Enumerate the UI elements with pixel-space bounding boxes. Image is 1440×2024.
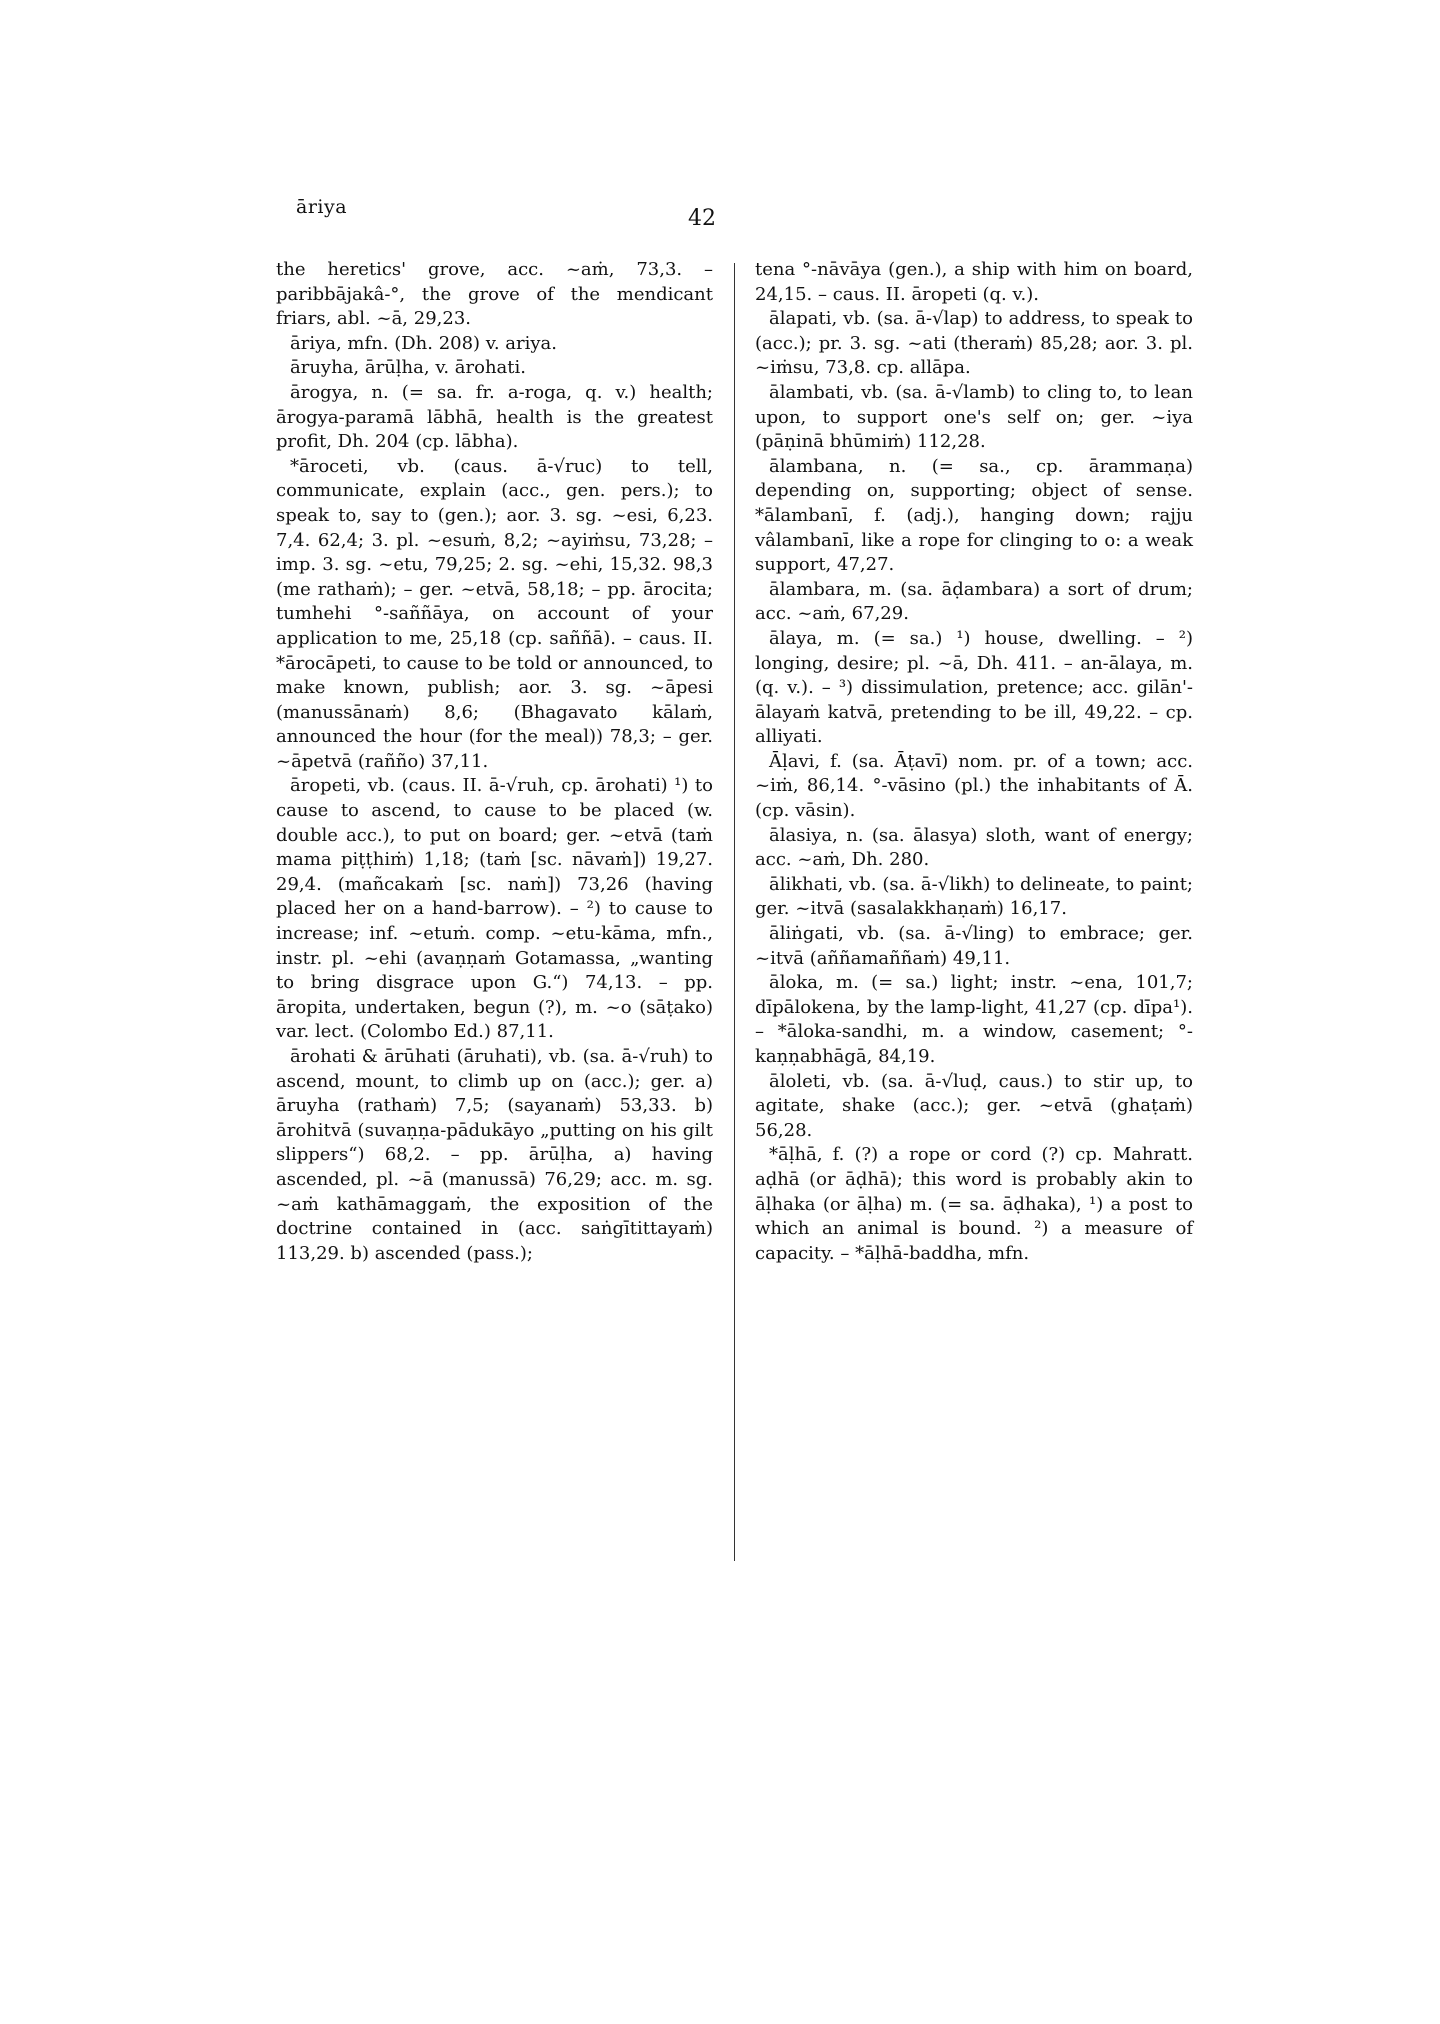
right-column <box>755 258 1193 1266</box>
dictionary-entry: ālasiya, n. (sa. ālasya) sloth, want of energy; acc. ~aṁ, Dh. 280. <box>755 824 1193 871</box>
column-divider <box>734 263 735 1561</box>
dictionary-entry: āliṅgati, vb. (sa. ā-√ling) to embrace; ger. ~itvā (aññamaññaṁ) 49,11. <box>755 923 1193 969</box>
dictionary-entry: āriya, mfn. (Dh. 208) v. ariya. <box>290 332 557 354</box>
dictionary-entry: ārohati & ārūhati (āruhati), vb. (sa. ā-√ruh) to ascend, mount, to climb up on (acc.); ger. a) āruyha (rathaṁ) 7,5; (sayanaṁ) 53,33. b) ārohitvā (suvaṇṇa-pādukāyo „putting on his gilt slippers“) 68,2. – pp. ārūḷha, a) having ascended, pl. ~ā (manussā) 76,29; acc. m. sg. ~aṁ kathāmaggaṁ, the exposition of the doctrine contained in (acc. saṅgītittayaṁ) 113,29. b) ascended (pass.); <box>276 1046 713 1264</box>
dictionary-entry: āruyha, ārūḷha, v. ārohati. <box>290 357 527 379</box>
page-number: 42 <box>688 206 716 231</box>
dictionary-entry: tena °-nāvāya (gen.), a ship with him on board, 24,15. – caus. II. āropeti (q. v.). <box>755 259 1193 305</box>
dictionary-entry: ālambara, m. (sa. āḍambara) a sort of drum; acc. ~aṁ, 67,29. <box>755 578 1193 625</box>
dictionary-entry: ārogya, n. (= sa. fr. a-roga, q. v.) health; ārogya-paramā lābhā, health is the greatest profit, Dh. 204 (cp. lābha). <box>276 381 713 453</box>
running-head: āriya <box>296 196 348 218</box>
dictionary-entry: ālambati, vb. (sa. ā-√lamb) to cling to, to lean upon, to support one's self on; ger. ~iya (pāṇinā bhūmiṁ) 112,28. <box>755 381 1193 453</box>
dictionary-entry: *āroceti, vb. (caus. ā-√ruc) to tell, communicate, explain (acc., gen. pers.); to speak to, say to (gen.); aor. 3. sg. ~esi, 6,23. 7,4. 62,4; 3. pl. ~esuṁ, 8,2; ~ayiṁsu, 73,28; – imp. 3. sg. ~etu, 79,25; 2. sg. ~ehi, 15,32. 98,3 (me rathaṁ); – ger. ~etvā, 58,18; – pp. ārocita; tumhehi °-saññāya, on account of your application to me, 25,18 (cp. saññā). – caus. II. *ārocāpeti, to cause to be told or announced, to make known, publish; aor. 3. sg. ~āpesi (manussānaṁ) 8,6; (Bhagavato kālaṁ, announced the hour (for the meal)) 78,3; – ger. ~āpetvā (rañño) 37,11. <box>276 455 713 772</box>
dictionary-entry: ālikhati, vb. (sa. ā-√likh) to delineate, to paint; ger. ~itvā (sasalakkhaṇaṁ) 16,17. <box>755 873 1193 920</box>
dictionary-entry: *āḷhā, f. (?) a rope or cord (?) cp. Mahratt. aḍhā (or āḍhā); this word is probably akin to āḷhaka (or āḷha) m. (= sa. āḍhaka), ¹) a post to which an animal is bound. ²) a measure of capacity. – *āḷhā-baddha, mfn. <box>755 1144 1193 1264</box>
dictionary-entry: ālaya, m. (= sa.) ¹) house, dwelling. – ²) longing, desire; pl. ~ā, Dh. 411. – an-ālaya, m. (q. v.). – ³) dissimulation, pretence; acc. gilān'-ālayaṁ katvā, pretending to be ill, 49,22. – cp. alliyati. <box>755 627 1193 748</box>
dictionary-entry: āloleti, vb. (sa. ā-√luḍ, caus.) to stir up, to agitate, shake (acc.); ger. ~etvā (ghaṭaṁ) 56,28. <box>755 1070 1193 1141</box>
dictionary-entry: ālapati, vb. (sa. ā-√lap) to address, to speak to (acc.); pr. 3. sg. ~ati (theraṁ) 85,28; aor. 3. pl. ~iṁsu, 73,8. cp. allāpa. <box>755 308 1193 379</box>
dictionary-entry: ālambana, n. (= sa., cp. ārammaṇa) depending on, supporting; object of sense. *ālambanī, f. (adj.), hanging down; rajju vâlambanī, like a rope for clinging to o: a weak support, 47,27. <box>755 455 1193 576</box>
dictionary-entry: Āḷavi, f. (sa. Āṭavī) nom. pr. of a town; acc. ~iṁ, 86,14. °-vāsino (pl.) the inhabitants of Ā. (cp. vāsin). <box>755 750 1193 822</box>
dictionary-entry: the heretics' grove, acc. ~aṁ, 73,3. – paribbājakâ-°, the grove of the mendicant friars, abl. ~ā, 29,23. <box>276 259 713 330</box>
dictionary-entry: āropeti, vb. (caus. II. ā-√ruh, cp. ārohati) ¹) to cause to ascend, to cause to be placed (w. double acc.), to put on board; ger. ~etvā (taṁ mama piṭṭhiṁ) 1,18; (taṁ [sc. nāvaṁ]) 19,27. 29,4. (mañcakaṁ [sc. naṁ]) 73,26 (having placed her on a hand-barrow). – ²) to cause to increase; inf. ~etuṁ. comp. ~etu-kāma, mfn., instr. pl. ~ehi (avaṇṇaṁ Gotamassa, „wanting to bring disgrace upon G.“) 74,13. – pp. āropita, undertaken, begun (?), m. ~o (sāṭako) var. lect. (Colombo Ed.) 87,11. <box>276 775 713 1043</box>
left-column <box>276 258 713 1266</box>
dictionary-entry: āloka, m. (= sa.) light; instr. ~ena, 101,7; dīpālokena, by the lamp-light, 41,27 (cp. dīpa¹). – *āloka-sandhi, m. a window, casement; °-kaṇṇabhāgā, 84,19. <box>755 972 1193 1067</box>
